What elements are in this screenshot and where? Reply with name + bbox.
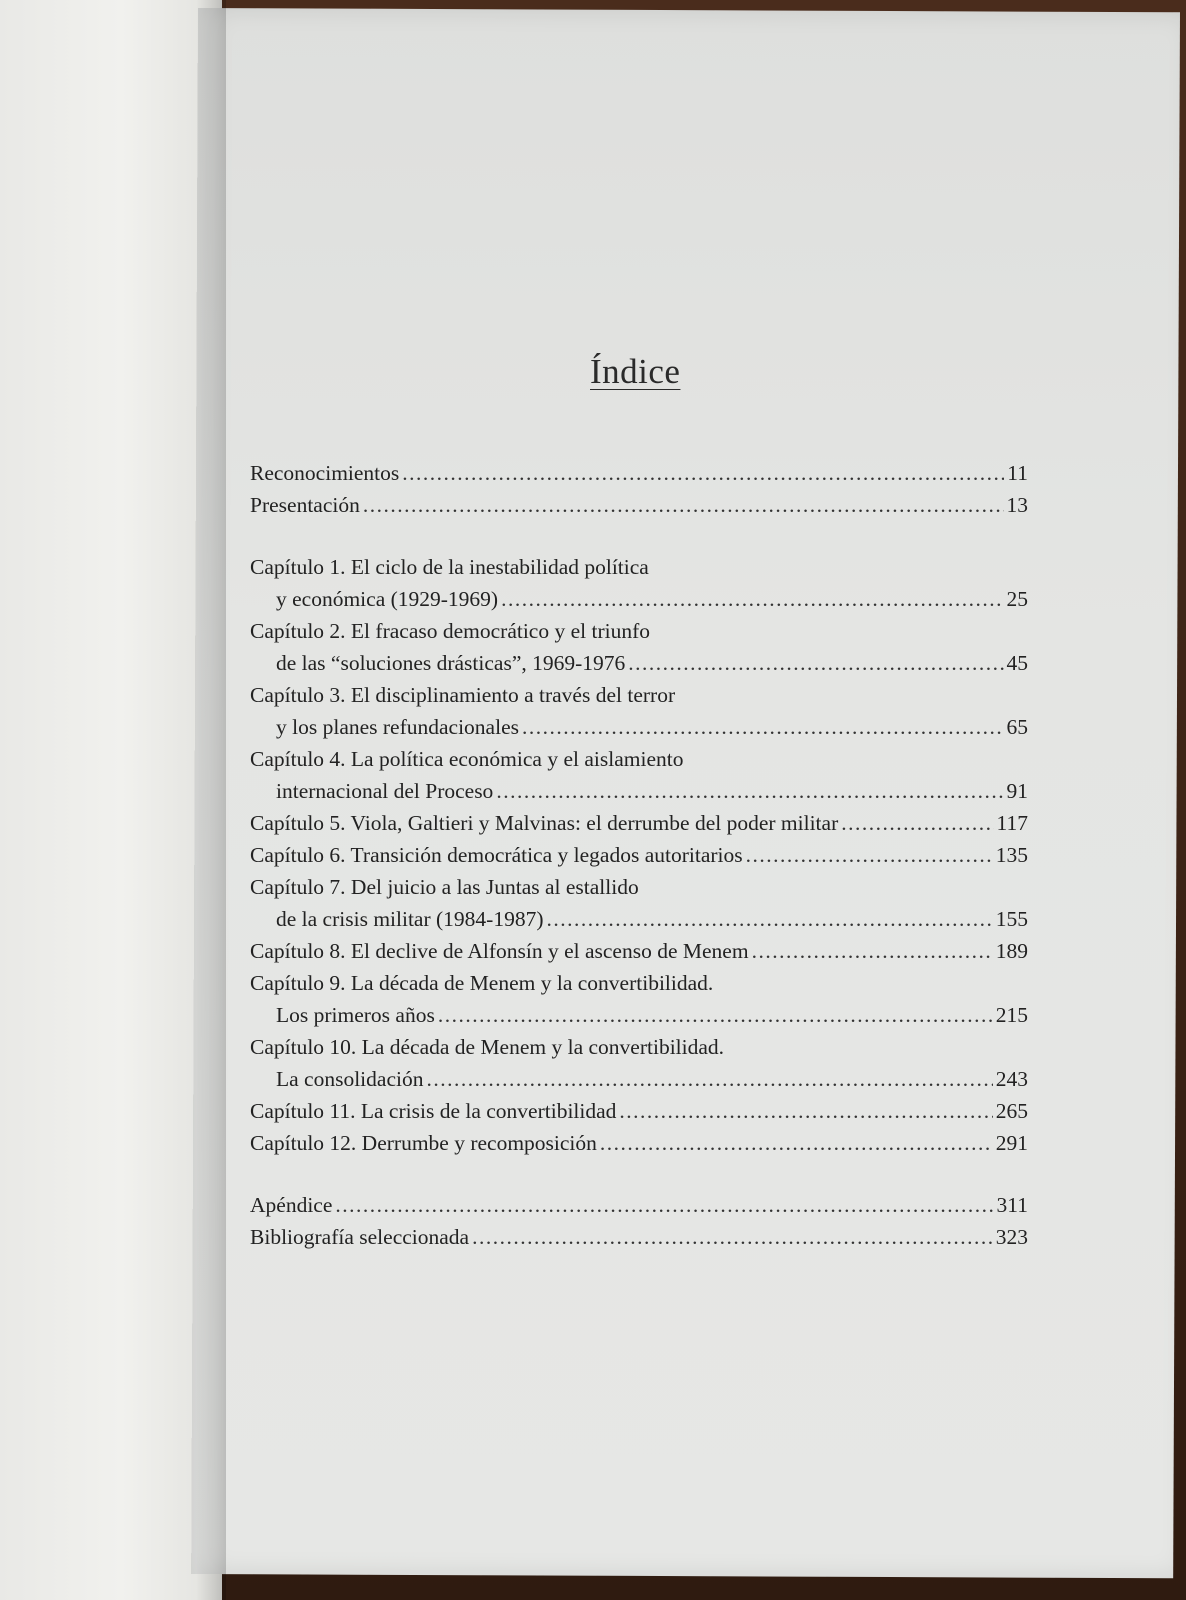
left-page — [0, 0, 222, 1600]
toc-entry — [250, 489, 1028, 521]
toc-page-number: 291 — [995, 1131, 1028, 1155]
toc-page-number: 45 — [1006, 651, 1028, 675]
dot-leader — [752, 935, 993, 967]
toc-entry-line — [250, 583, 1028, 615]
toc-chapter-entry — [250, 679, 1028, 743]
toc-entry-line — [250, 903, 1028, 935]
toc-chapter-entry — [250, 551, 1028, 615]
toc-entry-line — [250, 935, 1028, 967]
toc-chapter-entry — [250, 807, 1028, 839]
toc-entry-line — [250, 1221, 1028, 1253]
toc-page-number: 243 — [995, 1067, 1028, 1091]
toc-chapter-entry — [250, 1031, 1028, 1095]
front-matter-section — [250, 457, 1028, 521]
dot-leader — [619, 1095, 992, 1127]
toc-chapter-entry — [250, 935, 1028, 967]
dot-leader — [472, 1221, 993, 1253]
toc-entry-title: Apéndice — [250, 1193, 333, 1217]
toc-entry-title: y económica (1929-1969) — [276, 587, 499, 611]
toc-entry-title: Reconocimientos — [250, 461, 400, 485]
dot-leader — [426, 1063, 992, 1095]
toc-page-number: 135 — [995, 843, 1028, 867]
toc-entry-title: Capítulo 8. El declive de Alfonsín y el ascenso de Menem — [250, 939, 749, 963]
toc-entry-title: de la crisis militar (1984-1987) — [276, 907, 544, 931]
toc-page-number: 215 — [995, 1003, 1028, 1027]
dot-leader — [501, 583, 1003, 615]
chapters-section — [250, 551, 1028, 1159]
toc-entry-title: La consolidación — [276, 1067, 424, 1091]
toc-entry-title: y los planes refundacionales — [276, 715, 519, 739]
toc-page-number: 155 — [995, 907, 1028, 931]
toc-entry-line — [250, 1127, 1028, 1159]
toc-entry-first-line — [250, 967, 1028, 999]
toc-entry-title: Capítulo 2. El fracaso democrático y el triunfo — [250, 619, 651, 643]
toc-entry-title: Capítulo 4. La política económica y el aislamiento — [250, 747, 684, 771]
toc-chapter-entry — [250, 1127, 1028, 1159]
toc-entry-title: Capítulo 6. Transición democrática y legados autoritarios — [250, 843, 743, 867]
dot-leader — [628, 647, 1003, 679]
toc-page-number: 265 — [995, 1099, 1028, 1123]
dot-leader — [438, 999, 993, 1031]
toc-entry-title: Capítulo 7. Del juicio a las Juntas al estallido — [250, 875, 639, 899]
dot-leader — [547, 903, 993, 935]
toc-entry — [250, 457, 1028, 489]
toc-entry-title: Los primeros años — [276, 1003, 435, 1027]
dot-leader — [402, 457, 1004, 489]
section-gap — [250, 1159, 1028, 1189]
toc-entry-line — [250, 775, 1028, 807]
toc-entry-title: internacional del Proceso — [276, 779, 494, 803]
toc-entry-line — [250, 1095, 1028, 1127]
toc-entry-title: de las “soluciones drásticas”, 1969-1976 — [276, 651, 626, 675]
toc-entry-line — [250, 807, 1028, 839]
toc-entry-line — [250, 457, 1028, 489]
back-matter-section — [250, 1189, 1028, 1253]
toc-entry-first-line — [250, 551, 1028, 583]
toc-page-number: 189 — [995, 939, 1028, 963]
page-title: Índice — [590, 352, 681, 391]
table-of-contents — [250, 457, 1028, 1253]
toc-entry-title: Capítulo 12. Derrumbe y recomposición — [250, 1131, 597, 1155]
toc-page-number: 311 — [996, 1193, 1028, 1217]
toc-entry-line — [250, 647, 1028, 679]
toc-entry-first-line — [250, 871, 1028, 903]
toc-entry-title: Capítulo 5. Viola, Galtieri y Malvinas: el derrumbe del poder militar — [250, 811, 839, 835]
dot-leader — [600, 1127, 993, 1159]
toc-entry-line — [250, 489, 1028, 521]
toc-entry-first-line — [250, 743, 1028, 775]
toc-entry-line — [250, 1189, 1028, 1221]
toc-entry-first-line — [250, 679, 1028, 711]
toc-entry-line — [250, 711, 1028, 743]
toc-entry-title: Capítulo 11. La crisis de la convertibilidad — [250, 1099, 617, 1123]
toc-page-number: 117 — [996, 811, 1028, 835]
dot-leader — [522, 711, 1004, 743]
toc-entry-title: Capítulo 10. La década de Menem y la convertibilidad. — [250, 1035, 725, 1059]
toc-chapter-entry — [250, 871, 1028, 935]
toc-entry-title: Capítulo 1. El ciclo de la inestabilidad política — [250, 555, 649, 579]
toc-entry-line — [250, 999, 1028, 1031]
dot-leader — [363, 489, 1004, 521]
toc-page-number: 91 — [1006, 779, 1028, 803]
toc-entry — [250, 1189, 1028, 1221]
toc-page-number: 323 — [995, 1225, 1028, 1249]
toc-chapter-entry — [250, 615, 1028, 679]
toc-entry-title: Capítulo 3. El disciplinamiento a través del terror — [250, 683, 676, 707]
book-gutter — [196, 0, 226, 1600]
section-gap — [250, 521, 1028, 551]
dot-leader — [496, 775, 1003, 807]
toc-chapter-entry — [250, 1095, 1028, 1127]
toc-chapter-entry — [250, 743, 1028, 807]
toc-chapter-entry — [250, 839, 1028, 871]
toc-entry-line — [250, 1063, 1028, 1095]
toc-page-number: 65 — [1006, 715, 1028, 739]
dot-leader — [335, 1189, 993, 1221]
toc-chapter-entry — [250, 967, 1028, 1031]
toc-entry-title: Presentación — [250, 493, 360, 517]
toc-entry-line — [250, 839, 1028, 871]
dot-leader — [746, 839, 993, 871]
toc-entry-first-line — [250, 615, 1028, 647]
toc-page-number: 13 — [1006, 493, 1028, 517]
toc-page-number: 11 — [1007, 461, 1028, 485]
toc-entry-first-line — [250, 1031, 1028, 1063]
toc-page-number: 25 — [1006, 587, 1028, 611]
toc-entry-title: Bibliografía seleccionada — [250, 1225, 470, 1249]
dot-leader — [841, 807, 993, 839]
toc-entry — [250, 1221, 1028, 1253]
toc-entry-title: Capítulo 9. La década de Menem y la convertibilidad. — [250, 971, 714, 995]
